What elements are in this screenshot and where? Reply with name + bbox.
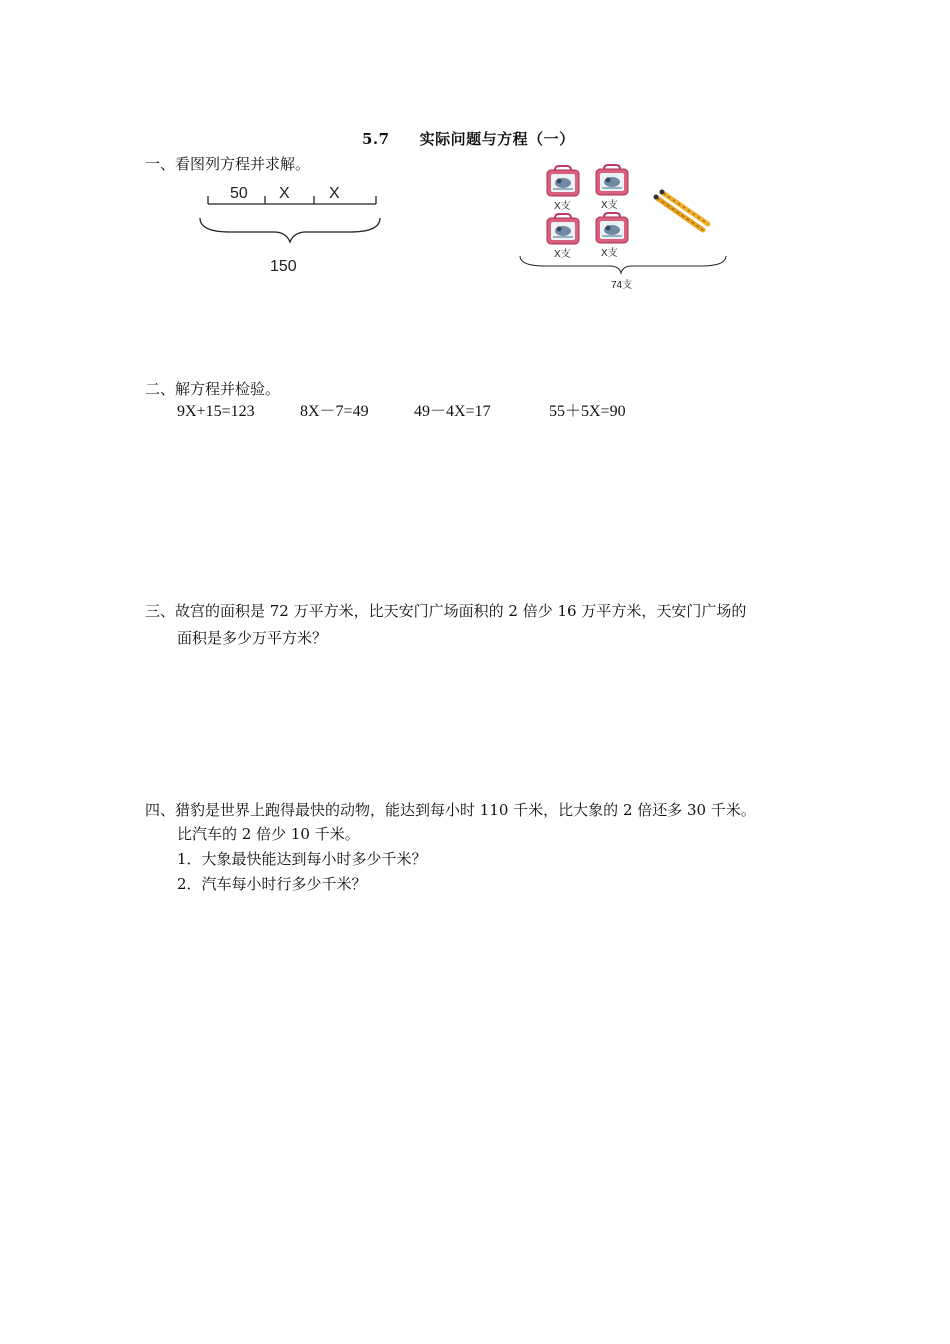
total-brace — [200, 218, 380, 242]
pencil-box-icon-4 — [596, 213, 628, 243]
title-text: 实际问题与方程（一） — [419, 130, 575, 148]
segment-label-x2: X — [329, 185, 340, 202]
equation-1: 9X+15=123 — [177, 403, 255, 420]
total-label-74: 74支 — [611, 280, 633, 291]
q4-sub-question-1: 1．大象最快能达到每小时多少千米？ — [177, 850, 427, 868]
segment-label-50: 50 — [230, 185, 248, 202]
pencil-box-icon-2 — [596, 165, 628, 195]
box-label-4: X支 — [601, 248, 618, 259]
q1-heading: 一、看图列方程并求解。 — [145, 155, 311, 173]
pencil-box-icon-1 — [547, 166, 579, 196]
equation-3: 49－4X=17 — [414, 403, 491, 420]
q1-right-diagram — [515, 160, 735, 296]
pencil-box-icon-3 — [547, 214, 579, 244]
box-label-1: X支 — [554, 201, 571, 212]
total-label-150: 150 — [270, 258, 297, 275]
q2-heading: 二、解方程并检验。 — [145, 380, 281, 398]
box-label-3: X支 — [554, 249, 571, 260]
q4-sub-question-2: 2．汽车每小时行多少千米？ — [177, 875, 367, 893]
segment-label-x1: X — [279, 185, 290, 202]
total-brace-74 — [520, 256, 726, 273]
q3-line-2: 面积是多少万平方米？ — [177, 629, 328, 647]
q3-line-1: 三、故宫的面积是 72 万平方米，比天安门广场面积的 2 倍少 16 万平方米，天安门广场的 — [145, 602, 747, 620]
q4-line-2: 比汽车的 2 倍少 10 千米。 — [177, 825, 360, 843]
equation-2: 8X－7=49 — [300, 403, 369, 420]
equation-4: 55＋5X=90 — [549, 403, 626, 420]
box-label-2: X支 — [601, 200, 618, 211]
q1-left-diagram — [190, 176, 390, 280]
q4-line-1: 四、猎豹是世界上跑得最快的动物，能达到每小时 110 千米，比大象的 2 倍还多 30 千米。 — [145, 801, 756, 819]
page-title — [362, 128, 575, 149]
title-number: 5.7 — [362, 130, 390, 148]
pencils-icon — [654, 190, 709, 231]
